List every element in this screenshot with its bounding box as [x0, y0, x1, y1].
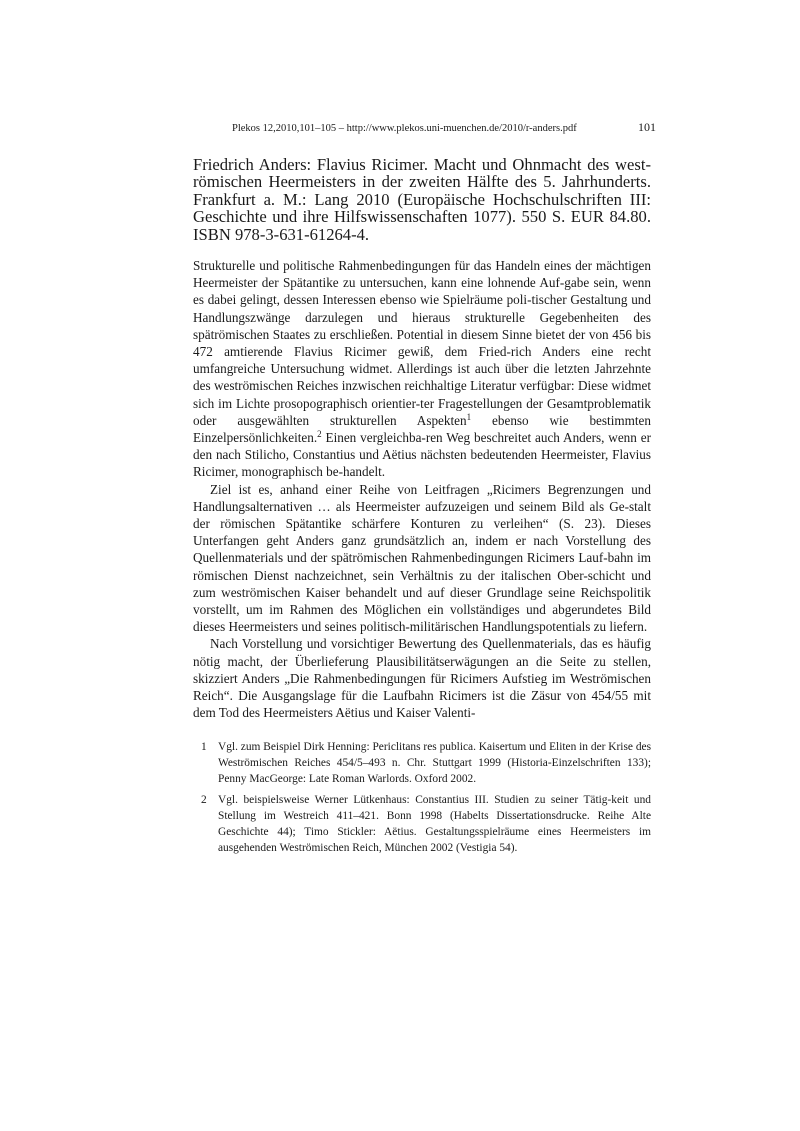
paragraph-1 — [193, 257, 651, 481]
paragraph-1-text-a: Strukturelle und politische Rahmenbedingungen für das Handeln eines der mächtigen Heermeister der Spätantike zu untersuchen, kann eine lohnende Auf-gabe sein, wenn es dabei gelingt, dessen Interessen ebenso wie Spielräume poli-tischer Gestaltung und Handlungszwänge darzulegen und hieraus strukturelle Gegebenheiten des spätrömischen Staates zu erschließen. Potential in diesem Sinne bietet der von 456 bis 472 amtierende Flavius Ricimer gewiß, dem Fried-rich Anders eine recht umfangreiche Untersuchung widmet. Allerdings ist auch über die letzten Jahrzehnte des weströmischen Reiches inzwischen reichhaltige Literatur verfügbar: Diese widmet sich im Lichte prosopographisch orientier-ter Fragestellungen der Gesamtproblematik oder ausgewählten strukturellen Aspekten — [193, 258, 651, 428]
running-header — [232, 120, 656, 135]
paragraph-2: Ziel ist es, anhand einer Reihe von Leitfragen „Ricimers Begrenzungen und Handlungsalternativen … als Heermeister aufzuzeigen und seinem Bild als Ge-stalt der römischen Spätantike schärfere Konturen zu verleihen“ (S. 23). Dieses Unterfangen geht Anders ganz grundsätzlich an, indem er nach Vorstellung des Quellenmaterials und der spätrömischen Rahmenbedingungen Ricimers Lauf-bahn im römischen Dienst nachzeichnet, sein Verhältnis zu der italischen Ober-schicht und zum weströmischen Kaiser behandelt und auf dieser Grundlage seine Reichspolitik vorstellt, um im Rahmen des Möglichen ein vollständiges und abgerundetes Bild dieses Heermeisters und seines politisch-militärischen Handlungspotentials zu liefern. — [193, 481, 651, 635]
paragraph-1-text-c: Einen vergleichba-ren Weg beschreitet auch Anders, wenn er den nach Stilicho, Constantius und Aëtius nächsten bedeutenden Heermeister, Flavius Ricimer, monographisch be-handelt. — [193, 430, 651, 480]
footnote-text: Vgl. beispielsweise Werner Lütkenhaus: Constantius III. Studien zu seiner Tätig-keit und Stellung im Westreich 411–421. Bonn 1998 (Habelts Dissertationsdrucke. Reihe Alte Geschichte 44); Timo Stickler: Aëtius. Gestaltungsspielräume eines Heermeisters im ausgehenden Weströmischen Reich, München 2002 (Vestigia 54). — [218, 793, 651, 855]
journal-citation: Plekos 12,2010,101–105 – http://www.plekos.uni-muenchen.de/2010/r-anders.pdf — [232, 123, 577, 134]
footnotes — [193, 739, 651, 860]
footnote-number: 2 — [201, 793, 207, 806]
paragraph-3: Nach Vorstellung und vorsichtiger Bewertung des Quellenmaterials, das es häufig nötig macht, der Überlieferung Plausibilitätserwägungen an die Seite zu stellen, skizziert Anders „Die Rahmenbedingungen für Ricimers Aufstieg im Weströmischen Reich“. Die Ausgangslage für die Laufbahn Ricimers ist die Zäsur von 454/55 mit dem Tod des Heermeisters Aëtius und Kaiser Valenti- — [193, 636, 651, 721]
footnote-number: 1 — [201, 741, 207, 753]
footnote-1 — [193, 739, 651, 788]
review-title: Friedrich Anders: Flavius Ricimer. Macht und Ohnmacht des west-römischen Heermeisters in der zweiten Hälfte des 5. Jahrhunderts. Frankfurt a. M.: Lang 2010 (Europäische Hochschulschriften III: Geschichte und ihre Hilfswissenschaften 1077). 550 S. EUR 84.80. ISBN 978-3-631-61264-4. — [193, 155, 651, 244]
review-body — [193, 257, 651, 721]
footnote-text: Vgl. zum Beispiel Dirk Henning: Periclitans res publica. Kaisertum und Eliten in der Krise des Weströmischen Reiches 454/5–493 n. Chr. Stuttgart 1999 (Historia-Einzelschriften 133); Penny MacGeorge: Late Roman Warlords. Oxford 2002. — [218, 741, 651, 786]
paragraph-1-text-b: ebenso wie bestimmten Einzelpersönlichkeiten. — [193, 412, 651, 446]
footnote-ref-1[interactable]: 1 — [466, 411, 472, 422]
page-number: 101 — [638, 120, 656, 134]
footnote-2 — [193, 792, 651, 857]
footnote-ref-2[interactable]: 2 — [317, 429, 322, 440]
